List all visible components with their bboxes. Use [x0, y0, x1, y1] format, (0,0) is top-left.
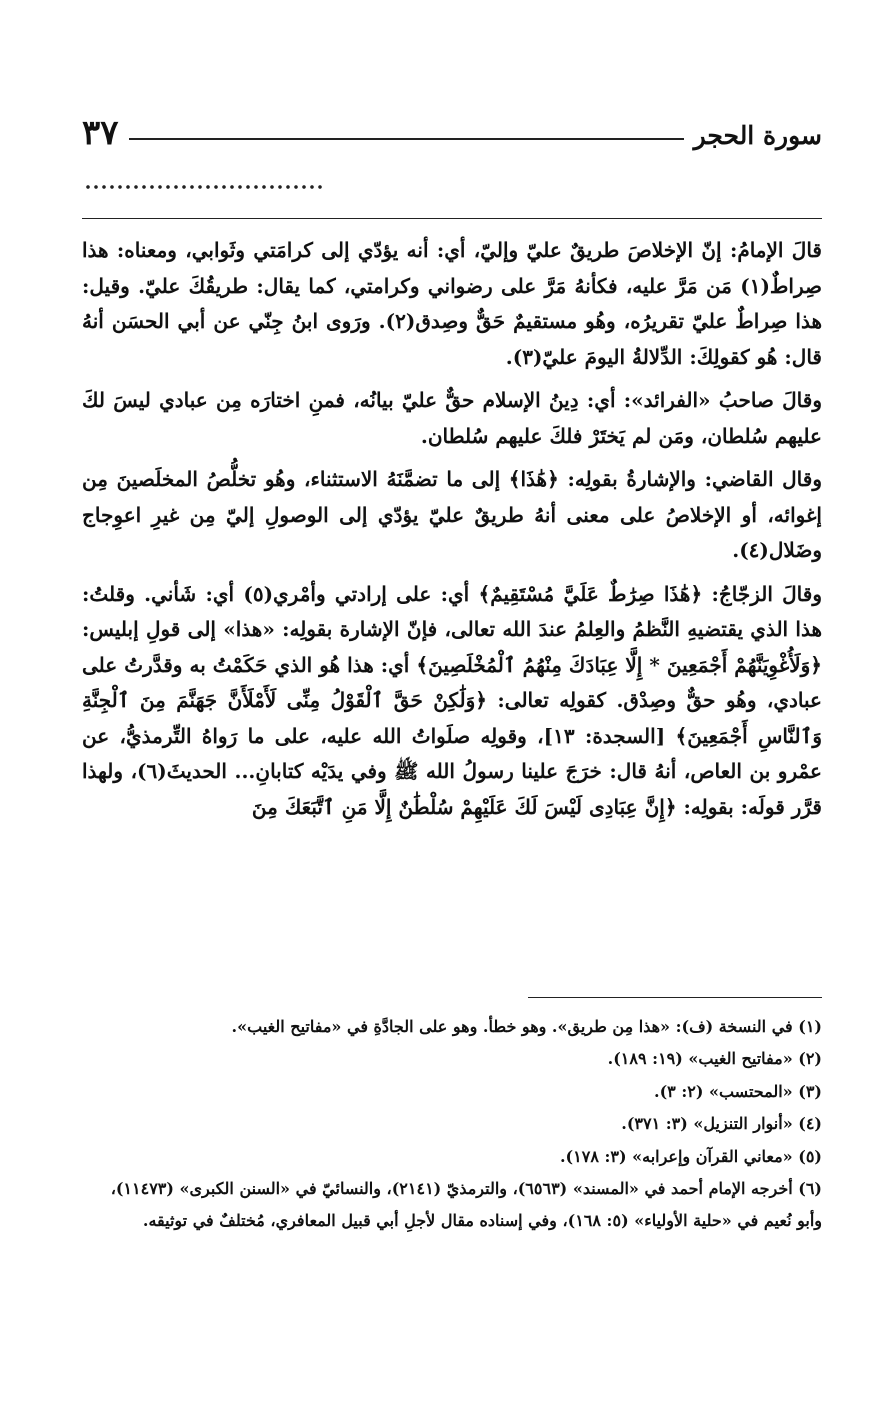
paragraph: وقالَ الزجّاجُ: ﴿هَٰذَا صِرَٰطٌ عَلَيَّ مُسْتَقِيمٌ﴾ أي: على إرادتي وأمْري(٥) أي: شَأني. وقلتُ: هذا الذي يقتضيهِ النَّظمُ والعِلمُ عندَ الله تعالى، فإنّ الإشارة بقولِه: «هذا» إلى قولِ إبليس: ﴿وَلَأُغْوِيَنَّهُمْ أَجْمَعِينَ * إِلَّا عِبَادَكَ مِنْهُمُ ٱلْمُخْلَصِينَ﴾ أي: هذا هُو الذي حَكَمْتُ به وقدَّرتُ على عبادي، وهُو حقٌّ وصِدْق. كقولِه تعالى: ﴿وَلَٰكِنْ حَقَّ ٱلْقَوْلُ مِنِّى لَأَمْلَأَنَّ جَهَنَّمَ مِنَ ٱلْجِنَّةِ وَٱلنَّاسِ أَجْمَعِينَ﴾ [السجدة: ١٣]، وقولِه صلَواتُ الله عليه، على ما رَواهُ التِّرمذيُّ، عن عمْرو بن العاص، أنهُ قال: خرَجَ علينا رسولُ الله ﷺ وفي يدَيْه كتابانِ... الحديثَ(٦)، ولهذا قرَّر قولَه: بقولِه: ﴿إِنَّ عِبَادِى لَيْسَ لَكَ عَلَيْهِمْ سُلْطَٰنٌ إِلَّا مَنِ ٱتَّبَعَكَ مِنَ [82, 581, 822, 819]
footnote-rule [528, 997, 822, 998]
main-text [82, 233, 822, 833]
footnote: (١) في النسخة (ف): «هذا مِن طريق». وهو خطأ. وهو على الجادَّةِ في «مفاتيح الغيب». [231, 1017, 822, 1036]
page-header [82, 100, 822, 153]
footnote: (٢) «مفاتيح الغيب» (١٩: ١٨٩). [607, 1049, 822, 1069]
footnote: (٥) «معاني القرآن وإعرابه» (٣: ١٧٨). [559, 1146, 822, 1166]
header-rule [129, 138, 684, 140]
footnote: (٦) أخرجه الإمام أحمد في «المسند» (٦٥٦٣)، والترمذيّ (٢١٤١)، والنسائيّ في «السنن الكبرى» (١١٤٧٣)، وأبو نُعيم في «حلية الأولياء» (٥: ١٦٨)، وفي إسناده مقال لأجلِ أبي قبيل المعافري، مُختلفٌ في توثيقه. [110, 1179, 822, 1231]
top-rule [82, 218, 822, 219]
footnotes [82, 1011, 822, 1238]
paragraph: قالَ الإمامُ: إنّ الإخلاصَ طريقٌ عليّ وإليّ، أي: أنه يؤدّي إلى كرامَتي وثَوابي، ومعناه: هذا صِراطٌ(١) مَن مَرَّ عليه، فكأنهُ مَرَّ على رضواني وكرامتي، كما يقال: طريقُكَ عليّ. وقيل: هذا صِراطٌ عليّ تقريرُه، وهُو مستقيمٌ حَقٌّ وصِدق(٢). ورَوى ابنُ جِنّي عن أبي الحسَن أنهُ قال: هُو كقولِكَ: الدِّلالةُ اليومَ عليّ(٣). [82, 238, 822, 369]
dotted-separator [84, 180, 324, 194]
page-number: ٣٧ [82, 113, 119, 153]
footnote: (٣) «المحتسب» (٢: ٣). [654, 1081, 822, 1101]
footnote: (٤) «أنوار التنزيل» (٣: ٣٧١). [621, 1114, 822, 1134]
surah-title: سورة الحجر [693, 121, 822, 150]
paragraph: وقالَ صاحبُ «الفرائد»: أي: دِينُ الإسلام حقٌّ عليّ بيانُه، فمنِ اختارَه مِن عبادي ليسَ لكَ عليهم سُلطان، ومَن لم يَختَرْ فلكَ عليهم سُلطان. [82, 388, 822, 448]
paragraph: وقال القاضي: والإشارةُ بقولِه: ﴿هَٰذَا﴾ إلى ما تضمَّنَهُ الاستثناء، وهُو تخلُّصُ المخلَصينَ مِن إغوائه، أو الإخلاصُ على معنى أنهُ طريقٌ عليّ يؤدّي إلى الوصولِ إليّ مِن غيرِ اعوِجاج وضَلال(٤). [82, 467, 822, 562]
